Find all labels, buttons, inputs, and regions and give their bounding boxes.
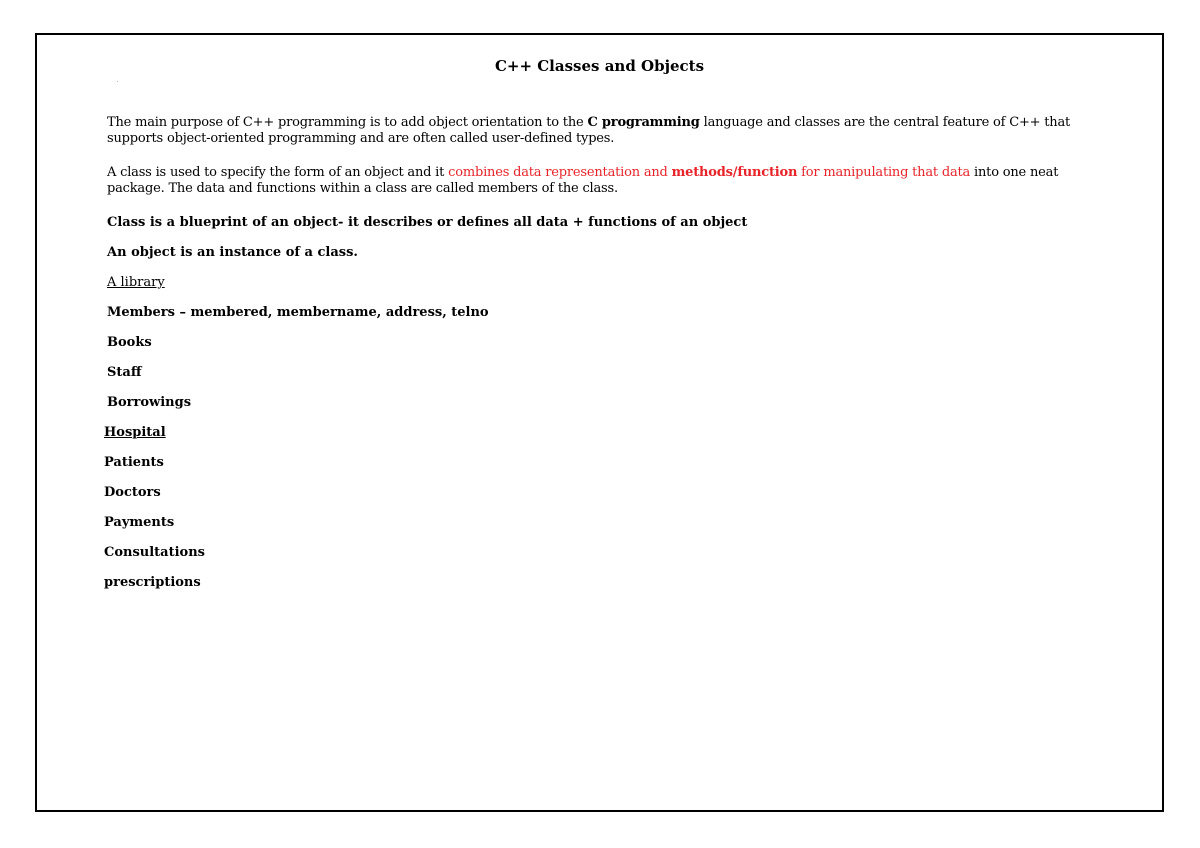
intro-paragraph <box>107 115 1107 147</box>
hospital-heading: Hospital <box>104 425 166 440</box>
document-title: C++ Classes and Objects <box>494 57 705 75</box>
library-item-staff: Staff <box>107 365 142 380</box>
library-item-borrowings: Borrowings <box>107 395 192 410</box>
hospital-item-payments: Payments <box>104 515 175 530</box>
hospital-item-consultations: Consultations <box>104 545 205 560</box>
object-definition: An object is an instance of a class. <box>107 245 358 260</box>
class-red-text-1: combines data representation and <box>448 165 672 180</box>
library-item-members: Members – membered, membername, address, telno <box>107 305 489 320</box>
class-text-2: into one neat package. The data and functions within a class are called members of the class. <box>107 165 1059 196</box>
intro-text-2: language and classes are the central feature of C++ that supports object-oriented programming and are often called user-defined types. <box>107 115 1071 146</box>
class-paragraph <box>107 165 1107 197</box>
class-text-1: A class is used to specify the form of an object and it <box>107 165 449 180</box>
hospital-item-prescriptions: prescriptions <box>104 575 201 590</box>
library-heading: A library <box>107 275 165 290</box>
document-page <box>35 33 1164 812</box>
class-red-text-2: for manipulating that data <box>797 165 971 180</box>
intro-bold-c-programming: C programming <box>587 115 700 130</box>
class-definition: Class is a blueprint of an object- it describes or defines all data + functions of an object <box>107 215 748 230</box>
hospital-item-doctors: Doctors <box>104 485 161 500</box>
hospital-item-patients: Patients <box>104 455 164 470</box>
intro-text-1: The main purpose of C++ programming is to add object orientation to the <box>107 115 588 130</box>
library-item-books: Books <box>107 335 152 350</box>
class-red-bold-text: methods/function <box>671 165 798 180</box>
stray-dot <box>117 81 118 82</box>
